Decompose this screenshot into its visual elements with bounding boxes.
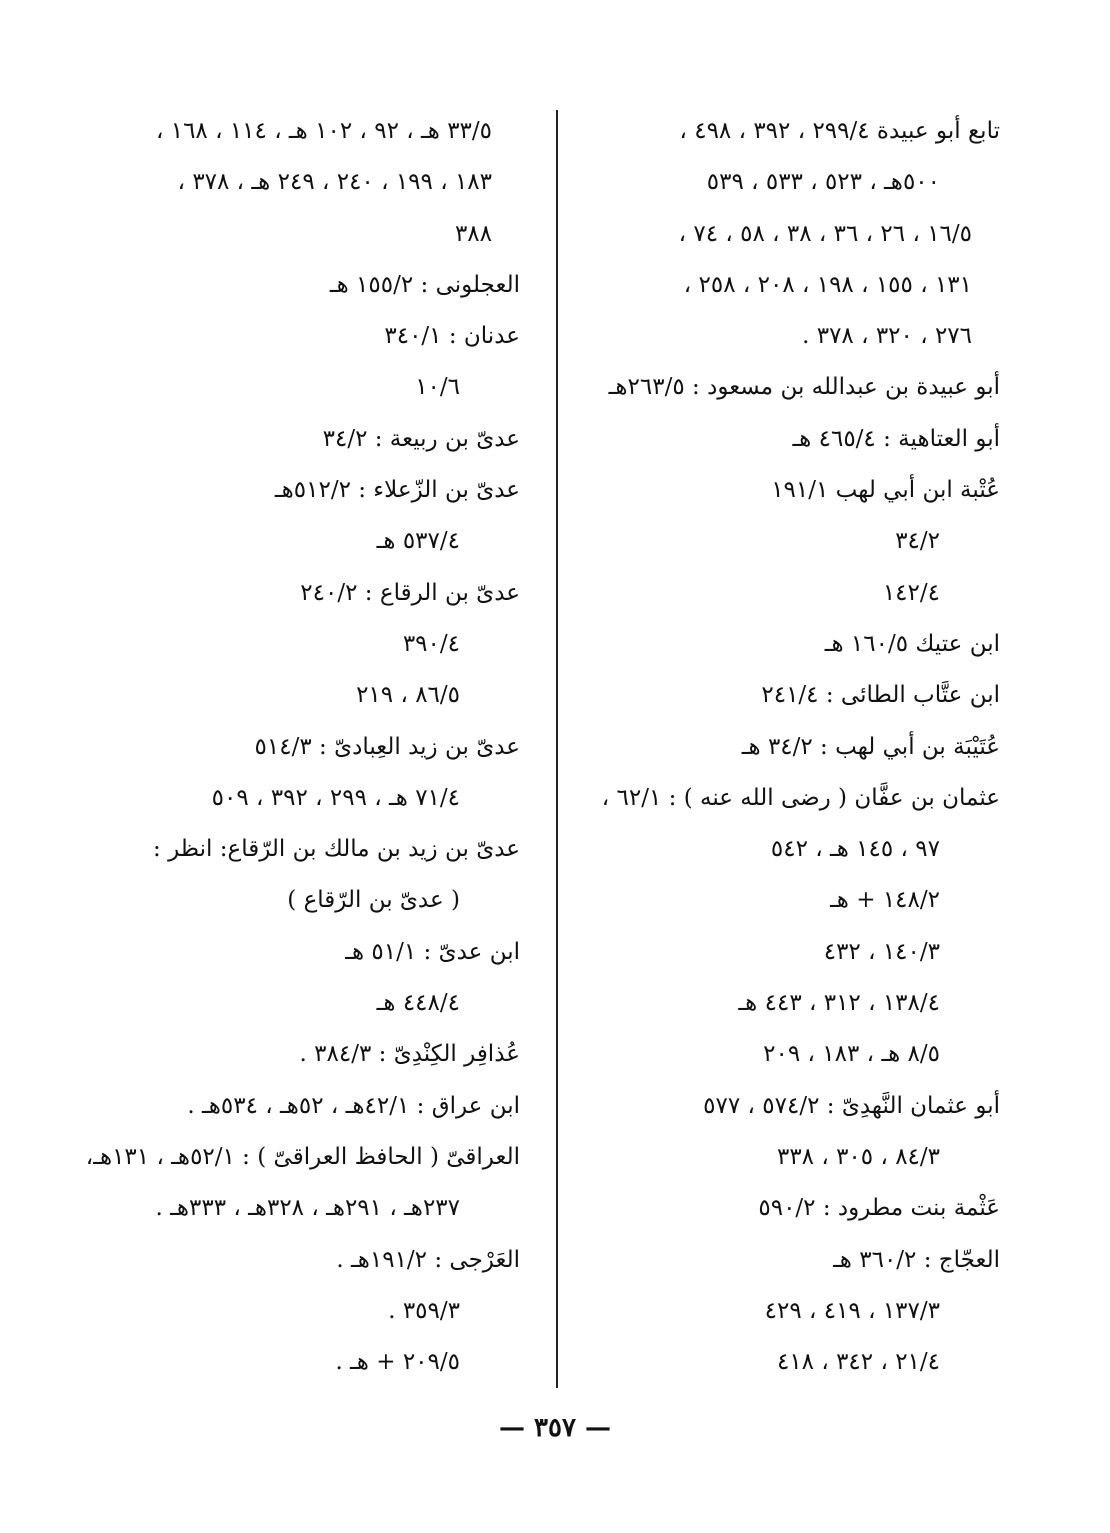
index-entry: ( عدىّ بن الرّقاع ) [287,887,460,914]
index-entry: ٢٠٩/٥ + هـ . [335,1349,460,1376]
index-entry: ١٣١ ، ١٥٥ ، ١٩٨ ، ٢٠٨ ، ٢٥٨ ، [683,271,972,298]
left-index-column [80,106,520,1388]
index-entry: عدنان : ٣٤٠/١ [384,323,520,350]
index-entry: ١٣٧/٣ ، ٤١٩ ، ٤٢٩ [764,1297,940,1324]
index-entry: ٣٨٨ [454,220,492,247]
index-entry: العراقىّ ( الحافظ العراقىّ ) : ٥٢/١هـ ، ١٣١هـ، [85,1143,520,1170]
index-entry: أبو العتاهية : ٤٦٥/٤ هـ [792,425,1000,452]
index-entry: ١٠/٦ [415,374,460,401]
index-entry: عدىّ بن الزّعلاء : ٥١٢/٢هـ [274,477,520,504]
index-entry: ٧١/٤ هـ ، ٢٩٩ ، ٣٩٢ ، ٥٠٩ [211,784,460,811]
index-entry: ابن عدىّ : ٥١/١ هـ [345,938,520,965]
index-entry: ٨٦/٥ ، ٢١٩ [356,682,460,709]
index-entry: ١٣٨/٤ ، ٣١٢ ، ٤٤٣ هـ [738,990,940,1017]
index-entry: ٩٧ ، ١٤٥ هـ ، ٥٤٢ [770,836,940,863]
index-entry: العَرْجى : ١٩١/٢هـ . [336,1246,520,1273]
index-entry: العجلونى : ١٥٥/٢ هـ [329,271,520,298]
index-entry: ٢١/٤ ، ٣٤٢ ، ٤١٨ [776,1349,940,1376]
index-entry: ١٦/٥ ، ٢٦ ، ٣٦ ، ٣٨ ، ٥٨ ، ٧٤ ، [678,220,972,247]
index-entry: عدىّ بن ربيعة : ٣٤/٢ [322,425,520,452]
index-entry: عُتْبة ابن أبي لهب ١٩١/١ [771,477,1000,504]
index-entry: عدىّ بن الرقاع : ٢٤٠/٢ [300,579,520,606]
index-entry: ٣٣/٥ هـ ، ٩٢ ، ١٠٢ هـ ، ١١٤ ، ١٦٨ ، [155,118,492,144]
index-entry: ١٤٨/٢ + هـ [830,887,940,914]
page-number: — ٣٥٧ — [498,1413,612,1443]
index-entry: ٣٤/٢ [895,528,940,555]
index-entry: ٣٥٩/٣ . [388,1297,460,1324]
index-entry: ٢٧٦ ، ٣٢٠ ، ٣٧٨ . [802,323,972,350]
index-entry: ٤٤٨/٤ هـ [376,990,460,1017]
index-entry: ٨٤/٣ ، ٣٠٥ ، ٣٣٨ [776,1143,940,1170]
right-index-column [550,106,1000,1388]
index-entry: تابع أبو عبيدة ٢٩٩/٤ ، ٣٩٢ ، ٤٩٨ ، [679,118,1000,144]
index-entry: أبو عبيدة بن عبدالله بن مسعود : ٢٦٣/٥هـ [608,374,1000,401]
index-entry: عُتَيْبَة بن أبي لهب : ٣٤/٢ هـ [741,733,1000,760]
index-entry: ١٨٣ ، ١٩٩ ، ٢٤٠ ، ٢٤٩ هـ ، ٣٧٨ ، [177,169,492,196]
index-entry: العجّاج : ٣٦٠/٢ هـ [833,1246,1000,1273]
index-entry: ابن عراق : ٤٢/١هـ ، ٥٢هـ ، ٥٣٤هـ . [187,1092,520,1119]
index-entry: ٢٣٧هـ ، ٢٩١هـ ، ٣٢٨هـ ، ٣٣٣هـ . [155,1195,460,1222]
index-entry: عَثْمة بنت مطرود : ٥٩٠/٢ [758,1195,1000,1222]
index-entry: عدىّ بن زيد العِبادىّ : ٥١٤/٣ [254,733,520,760]
index-entry: ١٤٠/٣ ، ٤٣٢ [823,938,940,965]
index-entry: ١٤٢/٤ [882,579,940,606]
index-entry: عثمان بن عفَّان ( رضى الله عنه ) : ٦٢/١ ، [601,784,1000,811]
index-entry: ابن عتيك ١٦٠/٥ هـ [824,630,1000,657]
index-entry: ٥٠٠هـ ، ٥٢٣ ، ٥٣٣ ، ٥٣٩ [706,169,940,196]
index-entry: ٥٣٧/٤ هـ [376,528,460,555]
column-divider [556,110,558,1388]
index-entry: ٣٩٠/٤ [402,630,460,657]
index-entry: عدىّ بن زيد بن مالك بن الرّقاع: انظر : [153,836,520,863]
index-entry: عُذافِر الكِنْدِىّ : ٣٨٤/٣ . [299,1041,520,1068]
index-entry: أبو عثمان النَّهدِىّ : ٥٧٤/٢ ، ٥٧٧ [703,1092,1000,1119]
index-entry: ابن عتَّاب الطائى : ٢٤١/٤ [761,682,1000,709]
index-entry: ٨/٥ هـ ، ١٨٣ ، ٢٠٩ [763,1041,940,1068]
